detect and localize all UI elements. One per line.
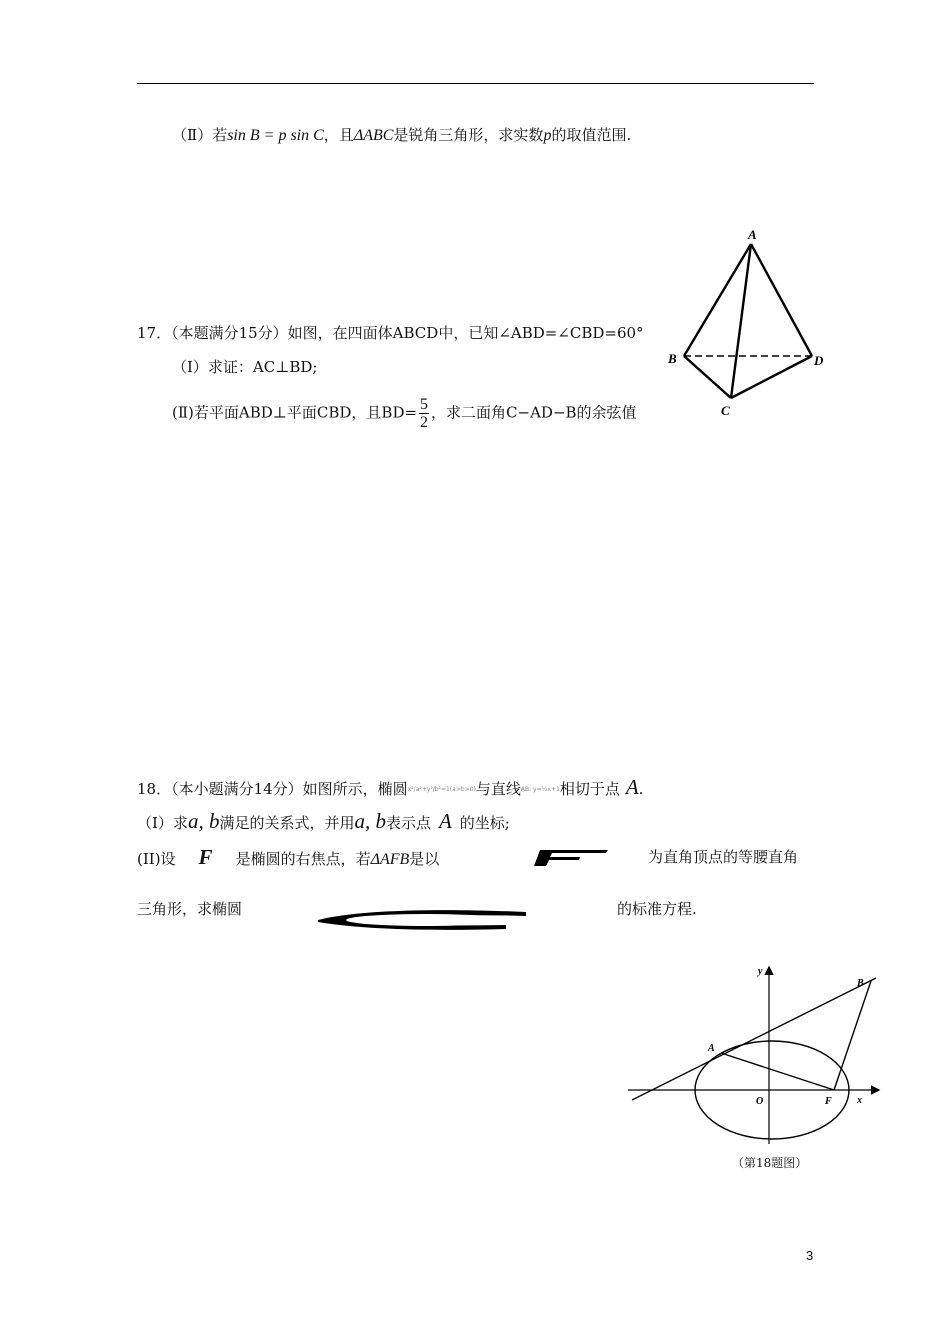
label-c: C <box>721 403 730 418</box>
label-a: A <box>708 1043 715 1054</box>
label-y: y <box>758 966 763 977</box>
edge-ac <box>731 244 751 398</box>
var-f-2 <box>530 848 610 868</box>
q18-part2-end: 为直角顶点的等腰直角 <box>648 848 799 866</box>
q16-triangle: ΔABC <box>353 127 394 144</box>
edge-ad <box>751 244 812 356</box>
figure-caption: （第18题图） <box>732 1156 808 1170</box>
label-d: D <box>814 353 824 368</box>
line-equation-tiny: AB: y=½x+1 <box>520 786 560 793</box>
q16-condition: sin B = p sin C <box>227 127 324 144</box>
q18-heading: 18．（本小题满分14分）如图所示，椭圆x²/a²+y²/b²=1(a>b>0)与直线AB: y=½x+1相切于点 A. <box>137 775 644 799</box>
q17-heading: 17．（本题满分15分）如图，在四面体ABCD中，已知∠ABD=∠CBD=60° <box>137 324 644 342</box>
label-b: B <box>857 978 864 989</box>
ellipse-equation-blot <box>316 908 528 932</box>
edge-ab <box>684 244 751 356</box>
label-o: O <box>756 1096 764 1107</box>
q18-line3-pre: 三角形，求椭圆 <box>137 900 243 918</box>
page-number: 3 <box>806 1248 814 1263</box>
var-f-1: F <box>198 845 213 869</box>
label-x: x <box>857 1095 862 1106</box>
q16-part2: （Ⅱ）若sin B = p sin C，且ΔABC是锐角三角形，求实数p的取值范围. <box>172 126 632 144</box>
tetrahedron-figure <box>664 224 834 420</box>
segment-af <box>721 1053 834 1090</box>
label-a: A <box>748 227 757 242</box>
q17-fraction: $\frac{5}{2}$ <box>420 396 429 431</box>
q18-line3-post: 的标准方程. <box>617 900 697 918</box>
label-f: F <box>825 1096 832 1107</box>
q18-part1: （I）求a, b满足的关系式，并用a, b表示点 A 的坐标; <box>137 809 510 833</box>
ellipse-equation-tiny: x²/a²+y²/b²=1(a>b>0) <box>407 786 476 793</box>
header-rule <box>137 83 814 84</box>
edge-bc <box>684 356 731 398</box>
q18-part2: (II)设 F 是椭圆的右焦点，若ΔAFB是以 <box>137 845 440 869</box>
segment-fb <box>834 981 871 1090</box>
tangent-line <box>632 978 876 1100</box>
label-b: B <box>668 351 677 366</box>
edge-cd <box>731 356 812 398</box>
ellipse-figure <box>626 962 882 1150</box>
q17-part2: (Ⅱ)若平面ABD⊥平面CBD，且BD= $\frac{5}{2}$ ，求二面角C−AD−B的余弦值 <box>172 396 637 431</box>
q17-part1: （Ⅰ）求证：AC⊥BD; <box>172 358 318 376</box>
